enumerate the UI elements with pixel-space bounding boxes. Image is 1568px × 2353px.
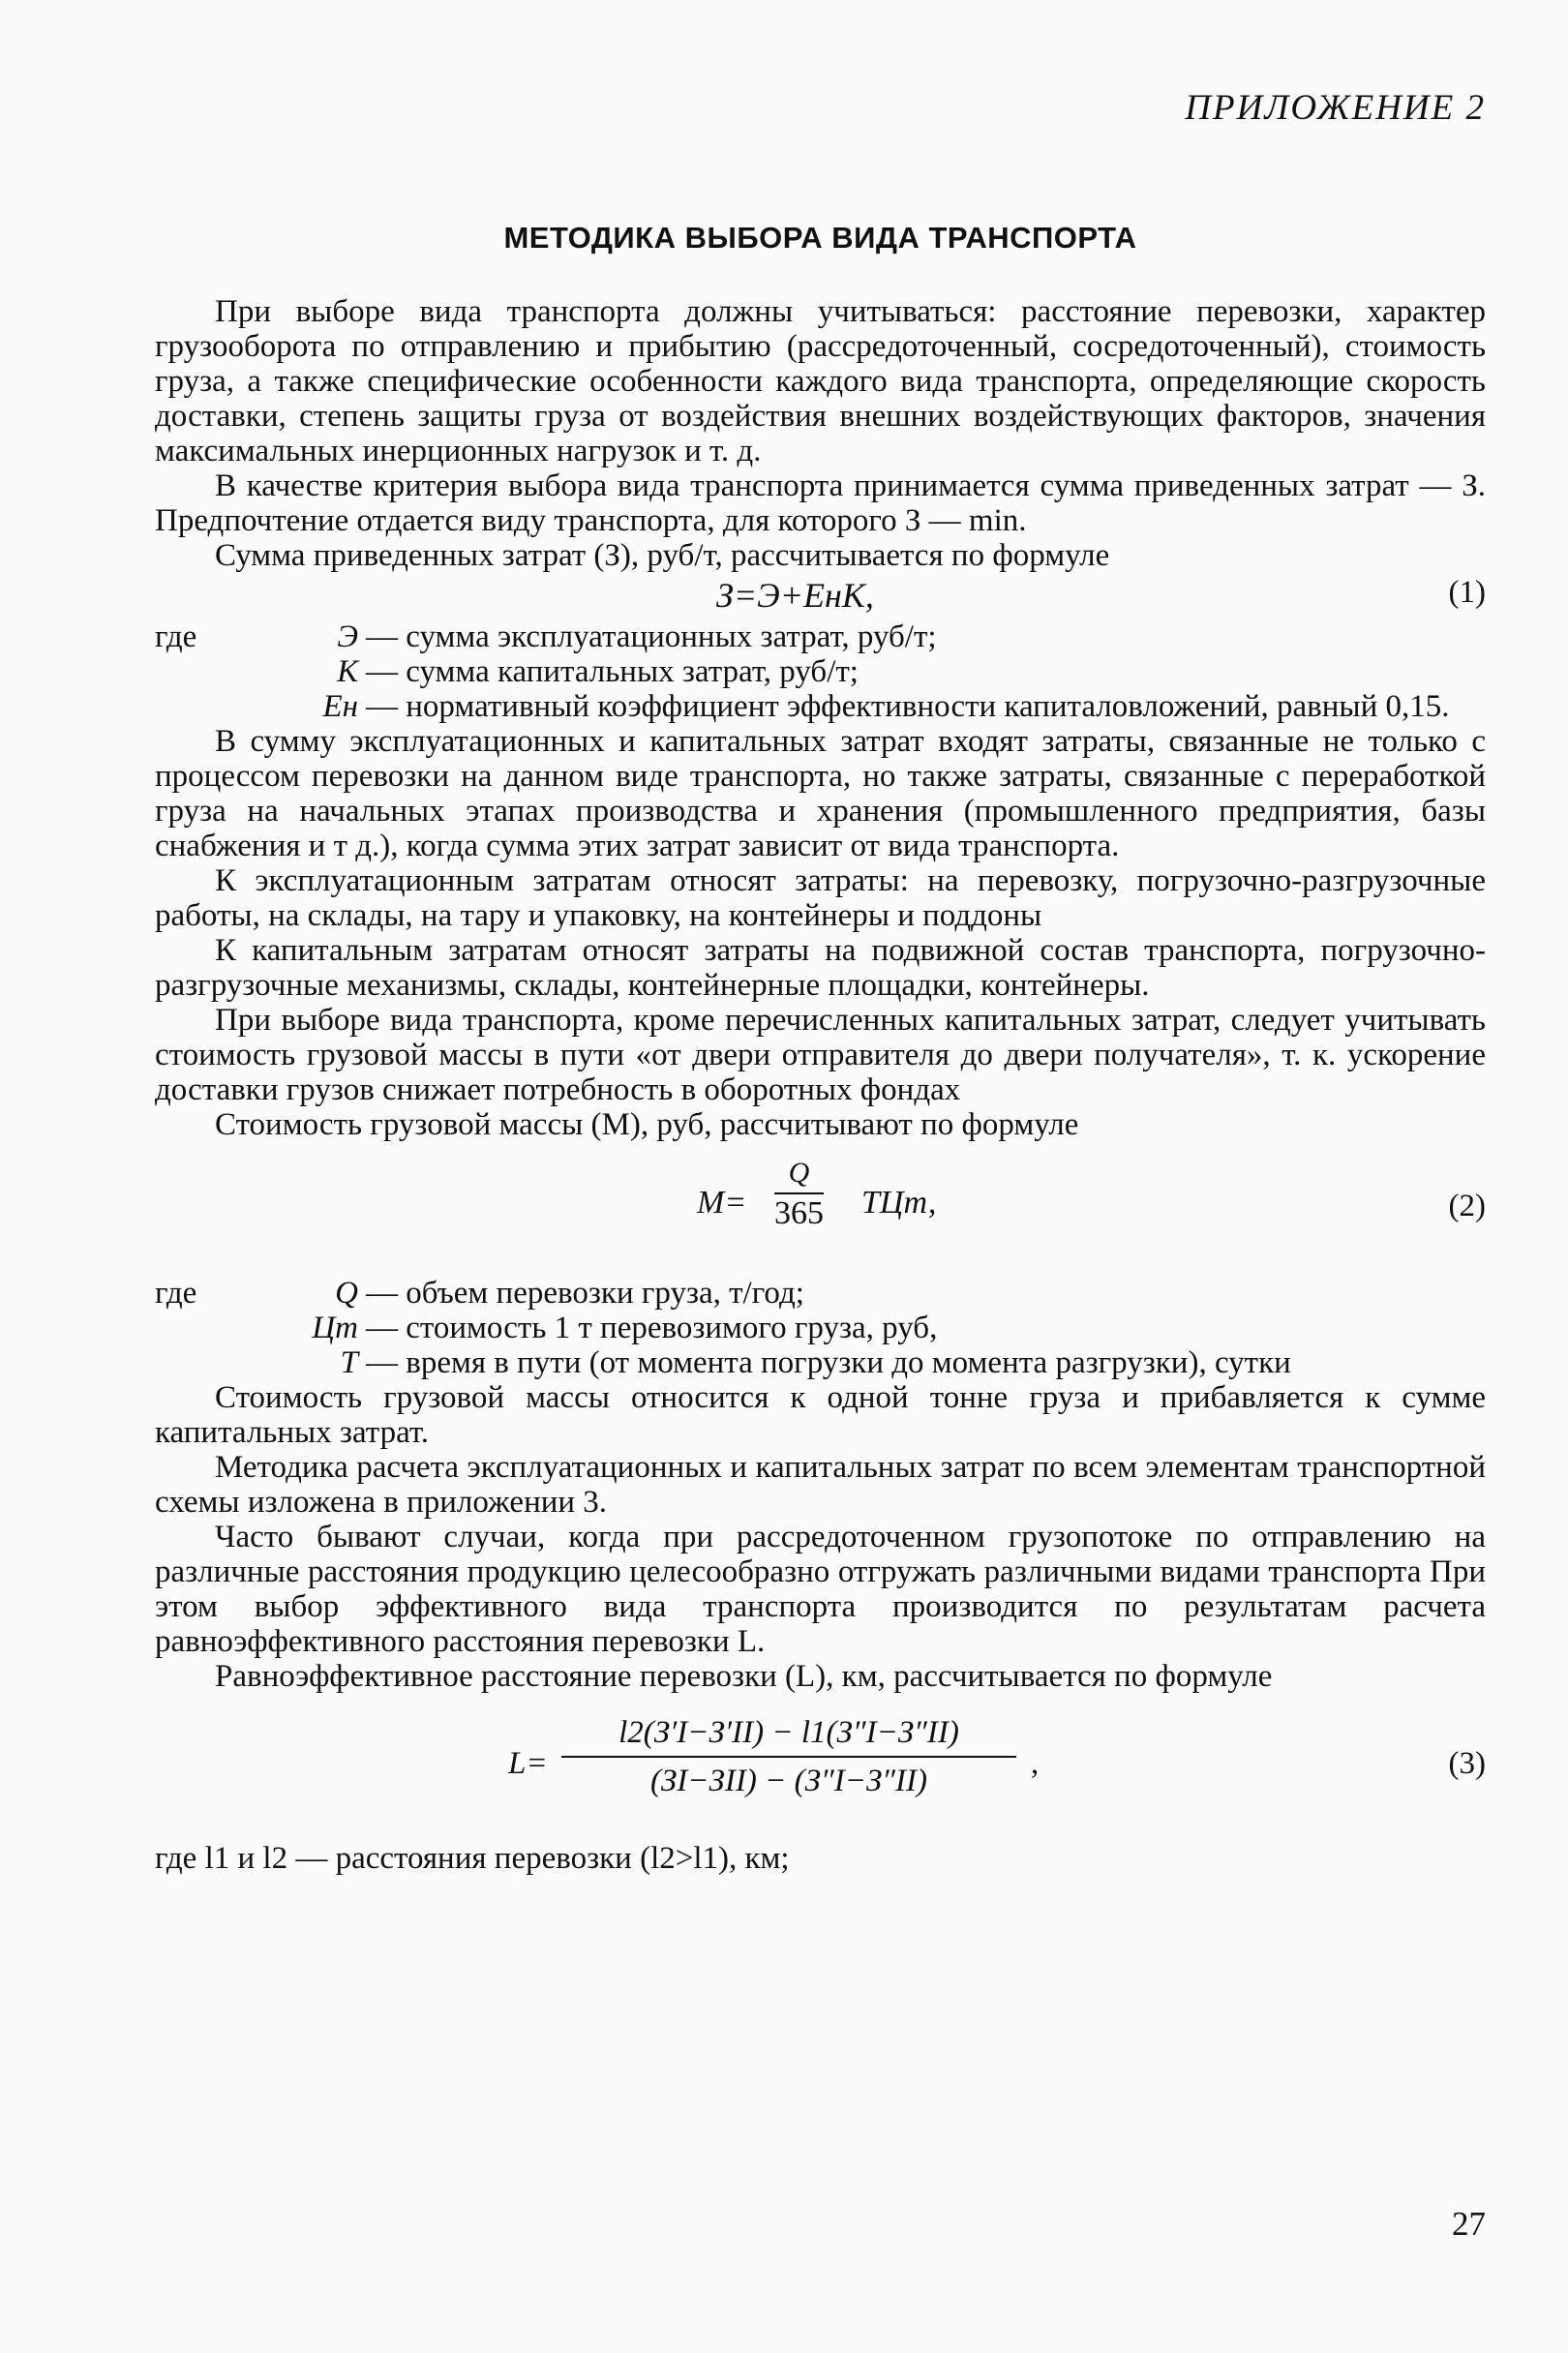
definition-symbol: Э — [337, 619, 358, 654]
formula-2-lhs: М= — [697, 1185, 747, 1221]
definition-row — [155, 689, 1486, 724]
definition-text: — сумма эксплуатационных затрат, руб/т; — [366, 619, 937, 654]
definition-lead: где — [155, 1276, 197, 1311]
formula-3-fraction — [561, 1711, 1016, 1802]
definition-text: — время в пути (от момента погрузки до момента разгрузки), сутки — [366, 1345, 1291, 1380]
paragraph-11: Часто бывают случаи, когда при рассредоточенном грузопотоке по отправлению на различные расстояния продукцию целесообразно отгружать различными видами транспорта При этом выбор эффективного вида транспорта производится по результатам расчета равноэффективного расстояния перевозки L. — [155, 1520, 1486, 1659]
definition-row — [155, 619, 1486, 654]
paragraph-4: В сумму эксплуатационных и капитальных затрат входят затраты, связанные не только с процессом перевозки на данном виде транспорта, но также затраты, связанные с переработкой груза на начальных этапах производства и хранения (промышленного предприятия, базы снабжения и т д.), когда сумма этих затрат зависит от вида транспорта. — [155, 724, 1486, 863]
paragraph-9: Стоимость грузовой массы относится к одной тонне груза и прибавляется к сумме капитальных затрат. — [155, 1380, 1486, 1450]
definition-text: — стоимость 1 т перевозимого груза, руб, — [366, 1311, 938, 1345]
appendix-label: ПРИЛОЖЕНИЕ 2 — [1185, 88, 1486, 128]
formula-3-number: (3) — [1448, 1746, 1486, 1781]
definition-text: — объем перевозки груза, т/год; — [366, 1276, 804, 1311]
paragraph-8: Стоимость грузовой массы (М), руб, рассчитывают по формуле — [215, 1107, 1079, 1142]
definition-row — [155, 1276, 1486, 1311]
definitions-2 — [155, 1276, 1486, 1380]
paragraph-5: К эксплуатационным затратам относят затраты: на перевозку, погрузочно-разгрузочные работы, на склады, на тару и упаковку, на контейнеры и поддоны — [155, 863, 1486, 933]
formula-1 — [155, 575, 1486, 618]
definition-row — [155, 1345, 1486, 1380]
formula-2-numerator: Q — [788, 1157, 810, 1189]
paragraph-10: Методика расчета эксплуатационных и капитальных затрат по всем элементам транспортной схемы изложена в приложении 3. — [155, 1450, 1486, 1520]
definitions-1 — [155, 619, 1486, 724]
definition-line-distances: где l1 и l2 — расстояния перевозки (l2>l1), км; — [155, 1841, 790, 1876]
definition-lead: где — [155, 619, 197, 654]
fraction-bar — [561, 1756, 1016, 1758]
formula-2-number: (2) — [1448, 1189, 1486, 1223]
formula-2-fraction — [774, 1154, 824, 1233]
page-title: МЕТОДИКА ВЫБОРА ВИДА ТРАНСПОРТА — [503, 221, 1137, 255]
definition-lead — [155, 1345, 271, 1380]
page-number: 27 — [1452, 2205, 1486, 2243]
formula-3-numerator: l2(З′I−З′II) − l1(З″I−З″II) — [618, 1715, 959, 1750]
definition-text: — нормативный коэффициент эффективности капиталовложений, равный 0,15. — [366, 689, 1450, 724]
definition-symbol: К — [337, 654, 358, 689]
definition-symbol: Q — [335, 1276, 358, 1311]
document-page — [155, 87, 1486, 1876]
definition-lead — [155, 1311, 271, 1345]
formula-3 — [155, 1707, 1486, 1833]
formula-3-denominator: (ЗI−ЗII) − (З″I−З″II) — [649, 1764, 928, 1798]
paragraph-7: При выборе вида транспорта, кроме перечисленных капитальных затрат, следует учитывать стоимость грузовой массы в пути «от двери отправителя до двери получателя», т. к. ускорение доставки грузов снижает потребность в оборотных фондах — [155, 1003, 1486, 1107]
paragraph-1: При выборе вида транспорта должны учитываться: расстояние перевозки, характер грузооборота по отправлению и прибытию (рассредоточенный, сосредоточенный), стоимость груза, а также специфические особенности каждого вида транспорта, определяющие скорость доставки, степень защиты груза от воздействия внешних воздействующих факторов, значения максимальных инерционных нагрузок и т. д. — [155, 294, 1486, 468]
definition-row — [155, 654, 1486, 689]
definition-lead — [155, 654, 271, 689]
paragraph-12: Равноэффективное расстояние перевозки (L), км, рассчитывается по формуле — [215, 1659, 1273, 1694]
paragraph-2: В качестве критерия выбора вида транспорта принимается сумма приведенных затрат — З. Предпочтение отдается виду транспорта, для которого З — min. — [155, 468, 1486, 538]
definition-lead — [155, 689, 271, 724]
definition-row — [155, 1311, 1486, 1345]
definition-symbol: Цт — [312, 1311, 358, 1345]
definition-symbol: Eн — [322, 689, 358, 724]
formula-3-lhs: L= — [508, 1746, 548, 1781]
formula-1-number: (1) — [1448, 575, 1486, 610]
formula-3-comma: , — [1031, 1746, 1040, 1781]
formula-2 — [155, 1150, 1486, 1266]
definition-text: — сумма капитальных затрат, руб/т; — [366, 654, 859, 689]
formula-1-expression: З=Э+EнK, — [716, 576, 874, 615]
formula-2-denominator: 365 — [774, 1195, 824, 1231]
definition-symbol: T — [340, 1345, 358, 1380]
formula-2-rhs: TЦт, — [861, 1185, 937, 1221]
paragraph-3: Сумма приведенных затрат (З), руб/т, рассчитывается по формуле — [215, 538, 1110, 573]
paragraph-6: К капитальным затратам относят затраты на подвижной состав транспорта, погрузочно-разгрузочные механизмы, склады, контейнерные площадки, контейнеры. — [155, 933, 1486, 1003]
